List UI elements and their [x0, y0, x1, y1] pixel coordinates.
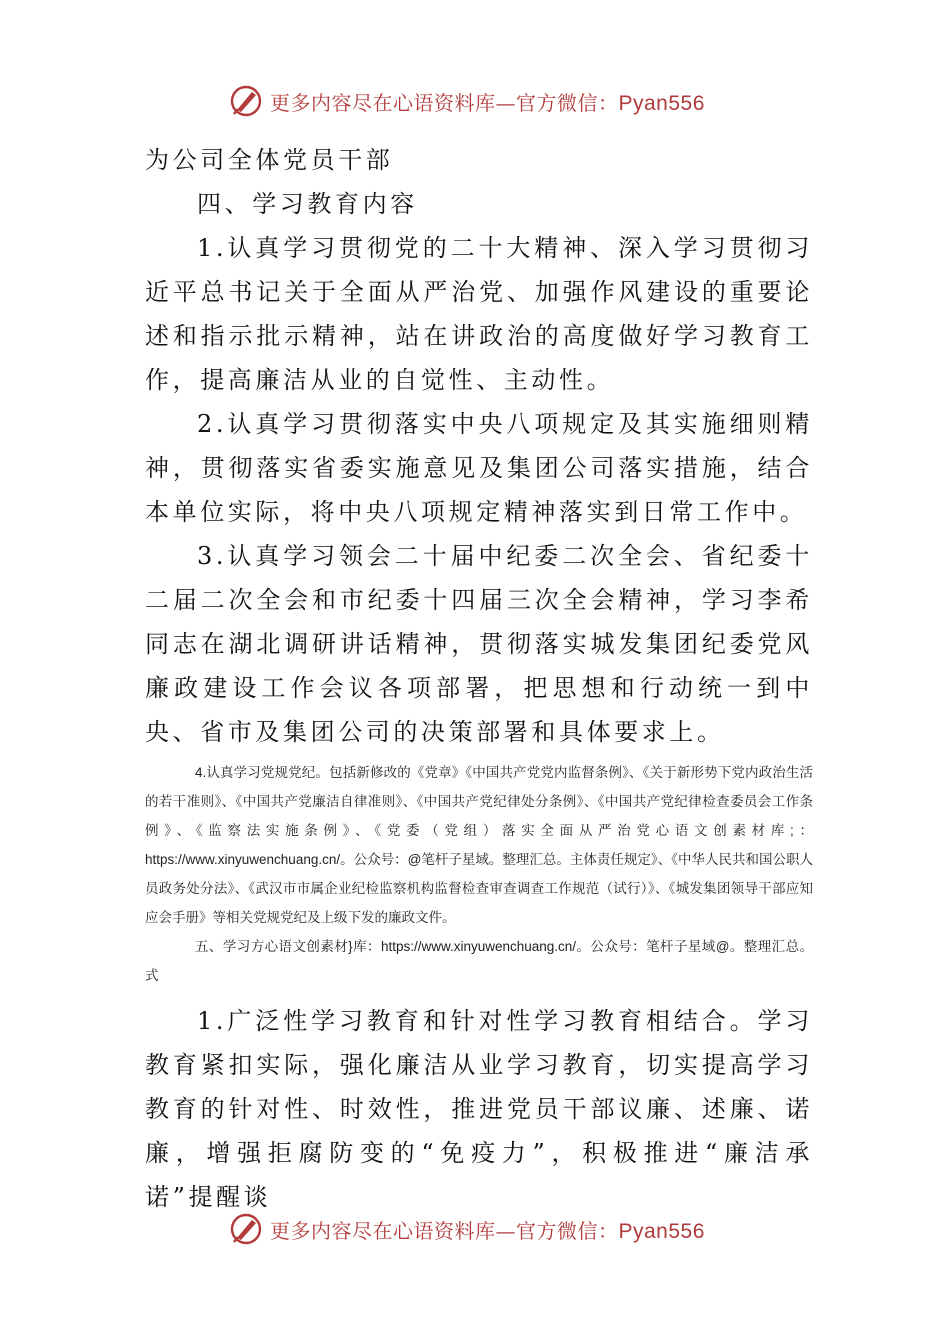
- paragraph-method-1: 1.广泛性学习教育和针对性学习教育相结合。学习教育紧扣实际，强化廉洁从业学习教育，切实提高学习教育的针对性、时效性，推进党员干部议廉、述廉、诺廉，增强拒腐防变的“免疫力”，积极推进“廉洁承诺”提醒谈: [145, 1007, 813, 1211]
- paragraph-item-2: 2.认真学习贯彻落实中央八项规定及其实施细则精神，贯彻落实省委实施意见及集团公司落实措施，结合本单位实际，将中央八项规定精神落实到日常工作中。: [145, 410, 813, 526]
- paragraph-item-1: 1.认真学习贯彻党的二十大精神、深入学习贯彻习近平总书记关于全面从严治党、加强作风建设的重要论述和指示批示精神，站在讲政治的高度做好学习教育工作，提高廉洁从业的自觉性、主动性。: [145, 234, 813, 394]
- paragraph-item-3: 3.认真学习领会二十届中纪委二次全会、省纪委十二届二次全会和市纪委十四届三次全会精神，学习李希同志在湖北调研讲话精神，贯彻落实城发集团纪委党风廉政建设工作会议各项部署，把思想和行动统一到中央、省市及集团公司的决策部署和具体要求上。: [145, 542, 813, 746]
- header-banner: [228, 81, 705, 121]
- footer-brand: 更多内容尽在心语资料库—官方微信：: [270, 1218, 619, 1243]
- header-handle: Pyan556: [618, 91, 705, 115]
- document-body: [145, 138, 813, 1219]
- header-brand: 更多内容尽在心语资料库—官方微信：: [270, 90, 619, 115]
- section-heading-method: 五、学习方心语文创素材}库：https://www.xinyuwenchuang.cn/。公众号：笔杆子星域@。整理汇总。式: [145, 939, 813, 983]
- section-heading-content: 四、学习教育内容: [197, 190, 418, 218]
- footer-text: [270, 1215, 705, 1244]
- paragraph-audience: 为公司全体党员干部: [145, 146, 394, 174]
- paragraph-item-4: 4.认真学习党规党纪。包括新修改的《党章》《中国共产党党内监督条例》、《关于新形势下党内政治生活的若干准则》、《中国共产党廉洁自律准则》、《中国共产党纪律处分条例》、《中国共产党纪律检查委员会工作条例》、《监察法实施条例》、《党委（党组）落实全面从严治党心语文创素材库;：https://www.xinyuwenchuang.cn/。公众号：@笔杆子星域。整理汇总。主体责任规定》、《中华人民共和国公职人员政务处分法》、《武汉市市属企业纪检监察机构监督检查审查调查工作规范（试行）》、《城发集团领导干部应知应会手册》等相关党规党纪及上级下发的廉政文件。: [145, 765, 813, 925]
- header-text: [270, 87, 705, 116]
- pen-nib-logo-icon: [228, 1211, 264, 1247]
- footer-banner: [228, 1209, 705, 1249]
- pen-nib-logo-icon: [228, 83, 264, 119]
- footer-handle: Pyan556: [618, 1219, 705, 1243]
